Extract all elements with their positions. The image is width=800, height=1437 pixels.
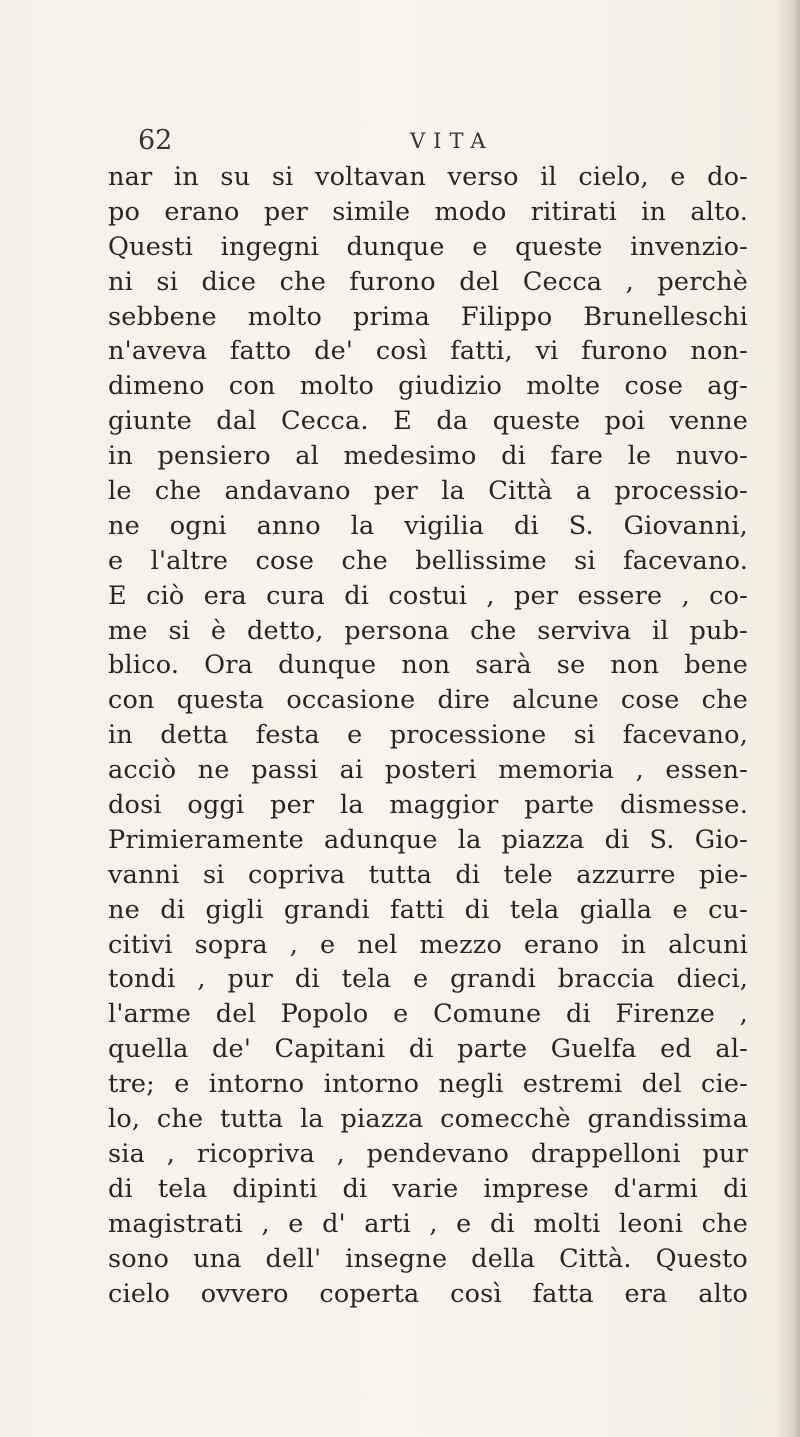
text-line: vanni si copriva tutta di tele azzurre pie-	[108, 859, 748, 890]
text-line: nar in su si voltavan verso il cielo, e do-	[108, 162, 748, 192]
text-line: citivi sopra , e nel mezzo erano in alcuni	[108, 929, 748, 960]
text-line: E ciò era cura di costui , per essere , co-	[108, 580, 748, 611]
text-line: magistrati , e d' arti , e di molti leoni che	[108, 1208, 748, 1239]
text-line: ne ogni anno la vigilia di S. Giovanni,	[108, 510, 748, 541]
text-line: tre; e intorno intorno negli estremi del cie-	[108, 1069, 748, 1100]
text-line: Primieramente adunque la piazza di S. Gio-	[108, 824, 748, 855]
text-line: n'aveva fatto de' così fatti, vi furono non-	[108, 336, 748, 367]
body-text	[108, 160, 748, 1311]
text-line: dosi oggi per la maggior parte dismesse.	[108, 790, 748, 821]
text-line: me si è detto, persona che serviva il pub-	[108, 615, 748, 646]
text-line: sia , ricopriva , pendevano drappelloni pur	[108, 1138, 748, 1169]
text-line: le che andavano per la Città a processio-	[108, 476, 748, 507]
text-line: dimeno con molto giudizio molte cose ag-	[108, 371, 748, 402]
text-line: in detta festa e processione si facevano,	[108, 720, 748, 751]
text-line: in pensiero al medesimo di fare le nuvo-	[108, 441, 748, 472]
text-line: ne di gigli grandi fatti di tela gialla e cu-	[108, 894, 748, 925]
text-line: con questa occasione dire alcune cose che	[108, 685, 748, 716]
text-line: giunte dal Cecca. E da queste poi venne	[108, 406, 748, 437]
page-header	[138, 124, 698, 160]
page-edge-shadow	[774, 0, 800, 1437]
text-line: sono una dell' insegne della Città. Questo	[108, 1243, 748, 1274]
text-line: ni si dice che furono del Cecca , perchè	[108, 266, 748, 297]
text-line: acciò ne passi ai posteri memoria , essen-	[108, 755, 748, 786]
text-line: po erano per simile modo ritirati in alto.	[108, 196, 748, 227]
text-line: quella de' Capitani di parte Guelfa ed al-	[108, 1034, 748, 1065]
text-line: blico. Ora dunque non sarà se non bene	[108, 650, 748, 681]
text-line: e l'altre cose che bellissime si facevano.	[108, 545, 748, 576]
page-number: 62	[138, 125, 173, 156]
running-title: VITA	[410, 129, 494, 153]
text-line: di tela dipinti di varie imprese d'armi di	[108, 1173, 748, 1204]
text-line: tondi , pur di tela e grandi braccia dieci,	[108, 964, 748, 995]
text-line: sebbene molto prima Filippo Brunelleschi	[108, 301, 748, 332]
text-line: lo, che tutta la piazza comecchè grandissima	[108, 1104, 748, 1135]
text-line: Questi ingegni dunque e queste invenzio-	[108, 231, 748, 262]
text-line: l'arme del Popolo e Comune di Firenze ,	[108, 999, 748, 1030]
text-line: cielo ovvero coperta così fatta era alto	[108, 1278, 748, 1309]
